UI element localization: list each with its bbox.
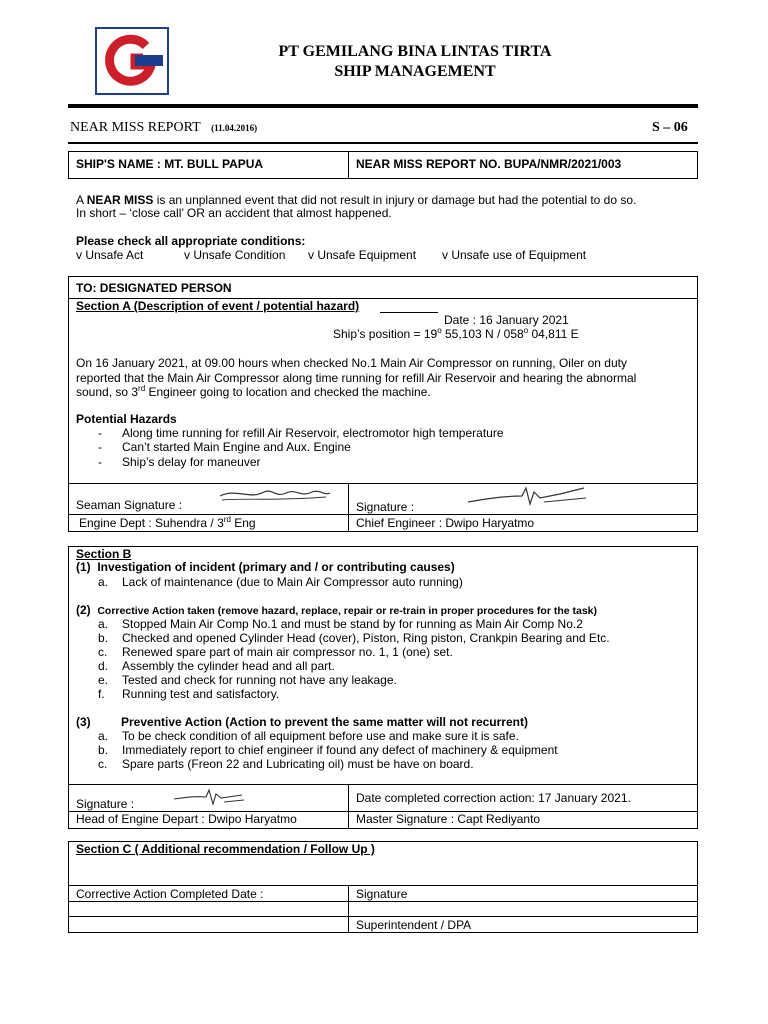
chief-signature-label: Signature : xyxy=(356,500,415,514)
report-date-code: (11.04.2016) xyxy=(211,123,258,133)
section-c-title: Section C ( Additional recommendation / Follow Up ) xyxy=(76,842,375,856)
seaman-signature-label: Seaman Signature : xyxy=(76,498,183,512)
superintendent-label: Superintendent / DPA xyxy=(356,918,472,932)
preventive-number: (3) xyxy=(76,715,91,729)
head-engine-name: Head of Engine Depart : Dwipo Haryatmo xyxy=(76,812,297,826)
report-title: NEAR MISS REPORT (11.04.2016) xyxy=(70,120,258,135)
corrective-heading: (2) Corrective Action taken (remove hazard, replace, repair or re-train in proper procedures for the task) xyxy=(76,603,598,617)
ship-name: SHIP'S NAME : MT. BULL PAPUA xyxy=(76,157,264,171)
company-logo xyxy=(95,27,169,95)
preventive-item: a. To be check condition of all equipment before use and make sure it is safe. xyxy=(98,729,519,743)
corrective-item: e. Tested and check for running not have any leakage. xyxy=(98,673,397,687)
section-c-signature-label: Signature xyxy=(356,887,408,901)
corrective-item: f. Running test and satisfactory. xyxy=(98,687,280,701)
section-a-box xyxy=(68,276,698,532)
event-description-line: reported that the Main Air Compressor along time running for refill Air Reservoir and hearing the abnormal xyxy=(76,371,637,385)
company-division: SHIP MANAGEMENT xyxy=(334,63,496,80)
event-description-line: sound, so 3rd Engineer going to location and checked the machine. xyxy=(76,384,431,399)
form-code: S – 06 xyxy=(652,120,688,135)
header-rule xyxy=(68,104,698,108)
event-description-line: On 16 January 2021, at 09.00 hours when checked No.1 Main Air Compressor on running, Oiler on duty xyxy=(76,356,627,370)
report-number: NEAR MISS REPORT NO. BUPA/NMR/2021/003 xyxy=(356,157,622,171)
potential-hazards-heading: Potential Hazards xyxy=(76,412,177,426)
completed-date-label: Corrective Action Completed Date : xyxy=(76,887,264,901)
near-miss-short: In short – ‘close call’ OR an accident that almost happened. xyxy=(76,206,392,220)
chief-signature-icon xyxy=(460,484,592,508)
corrective-item: d. Assembly the cylinder head and all part. xyxy=(98,659,335,673)
condition-unsafe-equipment: v Unsafe Equipment xyxy=(308,248,417,262)
preventive-item: b. Immediately report to chief engineer if found any defect of machinery & equipment xyxy=(98,743,558,757)
near-miss-definition: A NEAR MISS is an unplanned event that did not result in injury or damage but had the potential to do so. xyxy=(76,193,637,207)
condition-unsafe-act: v Unsafe Act xyxy=(76,248,144,262)
condition-unsafe-condition: v Unsafe Condition xyxy=(184,248,286,262)
investigation-heading: (1) Investigation of incident (primary and / or contributing causes) xyxy=(76,560,455,574)
to-designated-person: TO: DESIGNATED PERSON xyxy=(76,281,232,295)
corrective-item: c. Renewed spare part of main air compressor no. 1, 1 (one) set. xyxy=(98,645,453,659)
head-signature-label: Signature : xyxy=(76,797,135,811)
hazard-item: - Can’t started Main Engine and Aux. Engine xyxy=(98,440,351,454)
hazard-item: - Along time running for refill Air Reservoir, electromotor high temperature xyxy=(98,426,504,440)
engine-dept-name: Engine Dept : Suhendra / 3rd Eng xyxy=(79,515,256,530)
master-signature: Master Signature : Capt Rediyanto xyxy=(356,812,541,826)
corrective-item: b. Checked and opened Cylinder Head (cover), Piston, Ring piston, Crankpin Bearing and Etc. xyxy=(98,631,610,645)
hazard-item: - Ship’s delay for maneuver xyxy=(98,455,261,469)
head-signature-icon xyxy=(172,787,248,807)
section-a-title: Section A (Description of event / potential hazard) xyxy=(76,299,360,313)
title-rule xyxy=(68,142,698,144)
preventive-item: c. Spare parts (Freon 22 and Lubricating oil) must be have on board. xyxy=(98,757,474,771)
section-b-title: Section B xyxy=(76,547,132,561)
event-date: Date : 16 January 2021 xyxy=(444,313,569,327)
corrective-item: a. Stopped Main Air Comp No.1 and must be stand by for running as Main Air Comp No.2 xyxy=(98,617,583,631)
date-completed: Date completed correction action: 17 January 2021. xyxy=(356,791,631,805)
chief-engineer-name: Chief Engineer : Dwipo Haryatmo xyxy=(356,516,535,530)
ship-position: Ship’s position = $19^o$ 55,103 N / 058$^o$ 04,811 E xyxy=(333,326,579,341)
company-name: PT GEMILANG BINA LINTAS TIRTA xyxy=(278,43,552,60)
check-heading: Please check all appropriate conditions: xyxy=(76,234,306,248)
condition-unsafe-use: v Unsafe use of Equipment xyxy=(442,248,587,262)
seaman-signature-icon xyxy=(216,484,334,506)
investigation-item: a. Lack of maintenance (due to Main Air Compressor auto running) xyxy=(98,575,463,589)
logo-g-icon xyxy=(97,29,167,93)
preventive-heading: Preventive Action (Action to prevent the same matter will not recurrent) xyxy=(121,715,528,729)
